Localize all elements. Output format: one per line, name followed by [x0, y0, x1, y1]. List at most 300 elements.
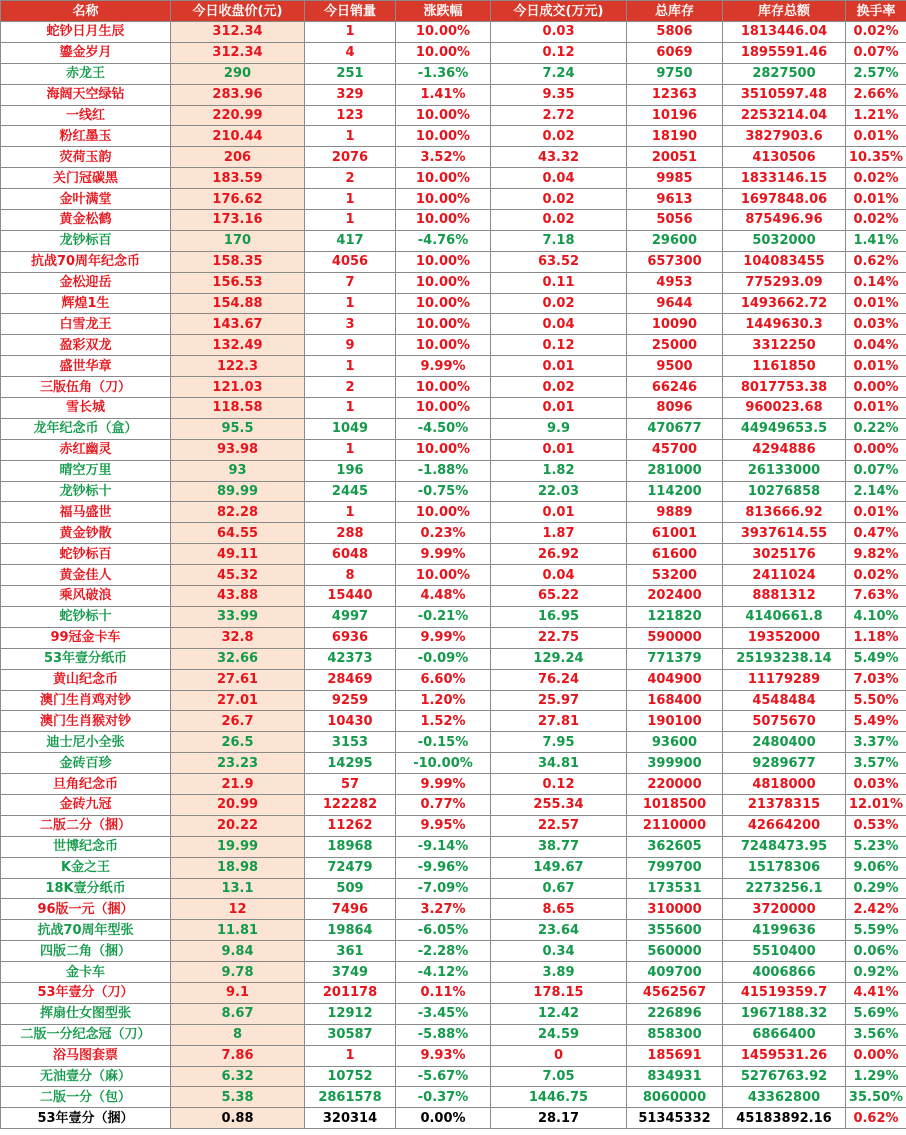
cell-volume: 28469	[305, 669, 396, 690]
table-row	[1, 168, 906, 189]
cell-name: 关门冠碳黑	[1, 168, 171, 189]
cell-stock-value: 3025176	[723, 544, 846, 565]
cell-change: 1.52%	[396, 711, 491, 732]
cell-close-price: 118.58	[171, 398, 305, 419]
cell-name: 金叶满堂	[1, 189, 171, 210]
cell-turnover: 0.02	[491, 126, 627, 147]
cell-name: 金卡车	[1, 962, 171, 983]
cell-stock-value: 8017753.38	[723, 377, 846, 398]
table-row	[1, 1087, 906, 1108]
cell-close-price: 49.11	[171, 544, 305, 565]
cell-turnover: 255.34	[491, 794, 627, 815]
table-row	[1, 794, 906, 815]
cell-turnover: 0.03	[491, 22, 627, 43]
cell-stock: 799700	[627, 857, 723, 878]
cell-turnover-rate: 0.06%	[846, 941, 906, 962]
cell-volume: 123	[305, 105, 396, 126]
cell-close-price: 95.5	[171, 418, 305, 439]
cell-name: 浴马图套票	[1, 1045, 171, 1066]
cell-volume: 3	[305, 314, 396, 335]
cell-close-price: 32.66	[171, 648, 305, 669]
cell-volume: 1	[305, 356, 396, 377]
table-row	[1, 523, 906, 544]
cell-stock: 355600	[627, 920, 723, 941]
cell-stock-value: 42664200	[723, 815, 846, 836]
cell-turnover: 43.32	[491, 147, 627, 168]
cell-change: 10.00%	[396, 251, 491, 272]
table-row	[1, 669, 906, 690]
cell-name: 辉煌1生	[1, 293, 171, 314]
table-row	[1, 586, 906, 607]
table-row	[1, 1066, 906, 1087]
cell-volume: 1	[305, 126, 396, 147]
table-row	[1, 920, 906, 941]
cell-stock: 310000	[627, 899, 723, 920]
cell-change: -1.36%	[396, 63, 491, 84]
cell-change: 10.00%	[396, 189, 491, 210]
cell-change: 10.00%	[396, 42, 491, 63]
cell-close-price: 27.61	[171, 669, 305, 690]
cell-change: 9.99%	[396, 774, 491, 795]
cell-name: 黄金佳人	[1, 565, 171, 586]
cell-turnover-rate: 0.22%	[846, 418, 906, 439]
cell-stock: 185691	[627, 1045, 723, 1066]
table-row	[1, 377, 906, 398]
cell-stock-value: 3827903.6	[723, 126, 846, 147]
cell-change: 3.52%	[396, 147, 491, 168]
cell-turnover-rate: 0.02%	[846, 22, 906, 43]
cell-stock-value: 45183892.16	[723, 1108, 846, 1129]
cell-stock-value: 2827500	[723, 63, 846, 84]
cell-stock: 657300	[627, 251, 723, 272]
cell-name: 旦角纪念币	[1, 774, 171, 795]
header-turnover-rate: 换手率	[846, 1, 906, 22]
cell-close-price: 45.32	[171, 565, 305, 586]
cell-name: 金砖九冠	[1, 794, 171, 815]
cell-turnover: 0.12	[491, 774, 627, 795]
cell-close-price: 122.3	[171, 356, 305, 377]
table-row	[1, 230, 906, 251]
table-body	[1, 22, 906, 1129]
cell-volume: 1049	[305, 418, 396, 439]
cell-name: 荧荷玉韵	[1, 147, 171, 168]
cell-turnover-rate: 0.01%	[846, 356, 906, 377]
cell-close-price: 19.99	[171, 836, 305, 857]
cell-name: 龙年纪念币（盒）	[1, 418, 171, 439]
table-row	[1, 962, 906, 983]
cell-close-price: 32.8	[171, 627, 305, 648]
cell-volume: 251	[305, 63, 396, 84]
cell-name: 澳门生肖鸡对钞	[1, 690, 171, 711]
cell-change: -6.05%	[396, 920, 491, 941]
cell-turnover-rate: 0.04%	[846, 335, 906, 356]
cell-close-price: 27.01	[171, 690, 305, 711]
cell-stock: 5056	[627, 210, 723, 231]
cell-volume: 10752	[305, 1066, 396, 1087]
cell-stock-value: 2411024	[723, 565, 846, 586]
cell-volume: 7496	[305, 899, 396, 920]
table-row	[1, 418, 906, 439]
cell-turnover-rate: 0.07%	[846, 42, 906, 63]
cell-turnover: 129.24	[491, 648, 627, 669]
cell-close-price: 18.98	[171, 857, 305, 878]
cell-volume: 1	[305, 1045, 396, 1066]
cell-stock: 470677	[627, 418, 723, 439]
cell-close-price: 26.5	[171, 732, 305, 753]
cell-change: -4.76%	[396, 230, 491, 251]
table-row	[1, 22, 906, 43]
cell-volume: 4997	[305, 606, 396, 627]
cell-turnover: 0.12	[491, 42, 627, 63]
cell-turnover: 0.01	[491, 439, 627, 460]
cell-volume: 1	[305, 22, 396, 43]
cell-stock: 5806	[627, 22, 723, 43]
cell-close-price: 173.16	[171, 210, 305, 231]
cell-volume: 288	[305, 523, 396, 544]
cell-turnover: 0	[491, 1045, 627, 1066]
cell-close-price: 312.34	[171, 22, 305, 43]
cell-volume: 1	[305, 210, 396, 231]
cell-stock: 9644	[627, 293, 723, 314]
cell-name: 世博纪念币	[1, 836, 171, 857]
cell-volume: 2	[305, 168, 396, 189]
cell-change: 10.00%	[396, 377, 491, 398]
cell-stock-value: 1833146.15	[723, 168, 846, 189]
cell-name: 一线红	[1, 105, 171, 126]
cell-volume: 1	[305, 293, 396, 314]
cell-change: -9.96%	[396, 857, 491, 878]
cell-name: 黄金松鹤	[1, 210, 171, 231]
cell-stock: 25000	[627, 335, 723, 356]
cell-turnover: 0.04	[491, 168, 627, 189]
cell-name: 雪长城	[1, 398, 171, 419]
cell-stock-value: 775293.09	[723, 272, 846, 293]
cell-volume: 1	[305, 439, 396, 460]
cell-turnover-rate: 3.37%	[846, 732, 906, 753]
cell-change: -2.28%	[396, 941, 491, 962]
cell-volume: 15440	[305, 586, 396, 607]
cell-volume: 18968	[305, 836, 396, 857]
cell-turnover-rate: 0.03%	[846, 314, 906, 335]
cell-stock: 220000	[627, 774, 723, 795]
cell-turnover: 9.35	[491, 84, 627, 105]
cell-turnover-rate: 0.62%	[846, 1108, 906, 1129]
cell-name: 抗战70周年型张	[1, 920, 171, 941]
table-row	[1, 753, 906, 774]
cell-turnover: 1446.75	[491, 1087, 627, 1108]
cell-turnover: 0.01	[491, 502, 627, 523]
cell-change: 10.00%	[396, 22, 491, 43]
cell-stock-value: 11179289	[723, 669, 846, 690]
cell-close-price: 13.1	[171, 878, 305, 899]
cell-name: 96版一元（捆）	[1, 899, 171, 920]
cell-stock: 771379	[627, 648, 723, 669]
cell-stock-value: 21378315	[723, 794, 846, 815]
cell-stock-value: 25193238.14	[723, 648, 846, 669]
cell-volume: 2861578	[305, 1087, 396, 1108]
cell-volume: 7	[305, 272, 396, 293]
cell-change: -1.88%	[396, 460, 491, 481]
cell-name: 迪士尼小全张	[1, 732, 171, 753]
cell-turnover-rate: 0.02%	[846, 168, 906, 189]
cell-stock-value: 5075670	[723, 711, 846, 732]
cell-turnover-rate: 0.00%	[846, 377, 906, 398]
cell-turnover: 0.02	[491, 293, 627, 314]
cell-turnover-rate: 12.01%	[846, 794, 906, 815]
cell-stock-value: 41519359.7	[723, 982, 846, 1003]
cell-volume: 19864	[305, 920, 396, 941]
cell-volume: 57	[305, 774, 396, 795]
cell-turnover: 27.81	[491, 711, 627, 732]
cell-change: -5.67%	[396, 1066, 491, 1087]
table-row	[1, 42, 906, 63]
cell-stock-value: 4199636	[723, 920, 846, 941]
cell-stock: 399900	[627, 753, 723, 774]
cell-volume: 3749	[305, 962, 396, 983]
cell-volume: 10430	[305, 711, 396, 732]
cell-turnover-rate: 0.02%	[846, 565, 906, 586]
cell-stock-value: 4140661.8	[723, 606, 846, 627]
cell-turnover-rate: 35.50%	[846, 1087, 906, 1108]
cell-turnover: 0.02	[491, 210, 627, 231]
cell-turnover: 2.72	[491, 105, 627, 126]
cell-stock: 2110000	[627, 815, 723, 836]
cell-stock-value: 960023.68	[723, 398, 846, 419]
cell-close-price: 26.7	[171, 711, 305, 732]
cell-name: 金松迎岳	[1, 272, 171, 293]
cell-stock-value: 1697848.06	[723, 189, 846, 210]
cell-stock-value: 4130506	[723, 147, 846, 168]
cell-turnover-rate: 5.49%	[846, 648, 906, 669]
cell-name: 二版一分纪念冠（刀）	[1, 1024, 171, 1045]
cell-name: 四版二角（捆）	[1, 941, 171, 962]
cell-stock-value: 1813446.04	[723, 22, 846, 43]
table-row	[1, 648, 906, 669]
cell-name: 黄山纪念币	[1, 669, 171, 690]
cell-turnover-rate: 1.18%	[846, 627, 906, 648]
cell-name: 赤红幽灵	[1, 439, 171, 460]
table-row	[1, 544, 906, 565]
cell-name: 海阔天空绿钻	[1, 84, 171, 105]
table-row	[1, 982, 906, 1003]
cell-stock: 9985	[627, 168, 723, 189]
cell-turnover: 1.87	[491, 523, 627, 544]
table-row	[1, 63, 906, 84]
cell-turnover-rate: 3.57%	[846, 753, 906, 774]
cell-stock: 8096	[627, 398, 723, 419]
cell-close-price: 143.67	[171, 314, 305, 335]
cell-volume: 196	[305, 460, 396, 481]
cell-volume: 3153	[305, 732, 396, 753]
header-close-price: 今日收盘价(元)	[171, 1, 305, 22]
cell-stock-value: 3937614.55	[723, 523, 846, 544]
cell-turnover-rate: 0.47%	[846, 523, 906, 544]
cell-name: 澳门生肖猴对钞	[1, 711, 171, 732]
cell-stock-value: 10276858	[723, 481, 846, 502]
cell-stock: 4562567	[627, 982, 723, 1003]
cell-turnover: 178.15	[491, 982, 627, 1003]
table-row	[1, 502, 906, 523]
cell-turnover: 0.04	[491, 565, 627, 586]
cell-stock-value: 1493662.72	[723, 293, 846, 314]
cell-stock: 4953	[627, 272, 723, 293]
table-row	[1, 439, 906, 460]
cell-turnover-rate: 2.66%	[846, 84, 906, 105]
cell-turnover: 12.42	[491, 1003, 627, 1024]
table-row	[1, 878, 906, 899]
table-row	[1, 1024, 906, 1045]
cell-stock: 12363	[627, 84, 723, 105]
cell-change: 0.23%	[396, 523, 491, 544]
cell-turnover-rate: 5.69%	[846, 1003, 906, 1024]
cell-turnover-rate: 0.01%	[846, 502, 906, 523]
table-row	[1, 335, 906, 356]
cell-close-price: 6.32	[171, 1066, 305, 1087]
table-header-row	[1, 1, 906, 22]
cell-change: -0.09%	[396, 648, 491, 669]
cell-stock: 45700	[627, 439, 723, 460]
cell-close-price: 158.35	[171, 251, 305, 272]
cell-stock-value: 44949653.5	[723, 418, 846, 439]
cell-volume: 12912	[305, 1003, 396, 1024]
cell-stock-value: 2480400	[723, 732, 846, 753]
table-row	[1, 272, 906, 293]
cell-stock: 10196	[627, 105, 723, 126]
cell-change: 10.00%	[396, 105, 491, 126]
cell-close-price: 21.9	[171, 774, 305, 795]
cell-close-price: 154.88	[171, 293, 305, 314]
cell-stock-value: 4548484	[723, 690, 846, 711]
cell-stock-value: 104083455	[723, 251, 846, 272]
cell-stock-value: 3510597.48	[723, 84, 846, 105]
cell-close-price: 132.49	[171, 335, 305, 356]
table-row	[1, 732, 906, 753]
cell-turnover-rate: 5.49%	[846, 711, 906, 732]
cell-turnover-rate: 2.14%	[846, 481, 906, 502]
cell-volume: 14295	[305, 753, 396, 774]
cell-name: 盛世华章	[1, 356, 171, 377]
cell-turnover: 65.22	[491, 586, 627, 607]
cell-stock: 53200	[627, 565, 723, 586]
table-row	[1, 84, 906, 105]
cell-close-price: 20.99	[171, 794, 305, 815]
cell-turnover: 26.92	[491, 544, 627, 565]
header-turnover: 今日成交(万元)	[491, 1, 627, 22]
cell-close-price: 290	[171, 63, 305, 84]
cell-close-price: 20.22	[171, 815, 305, 836]
cell-stock: 18190	[627, 126, 723, 147]
cell-volume: 1	[305, 398, 396, 419]
cell-stock: 1018500	[627, 794, 723, 815]
table-row	[1, 293, 906, 314]
cell-volume: 2445	[305, 481, 396, 502]
cell-name: 二版一分（包）	[1, 1087, 171, 1108]
cell-name: 二版二分（捆）	[1, 815, 171, 836]
cell-volume: 417	[305, 230, 396, 251]
header-name: 名称	[1, 1, 171, 22]
cell-turnover: 0.34	[491, 941, 627, 962]
cell-turnover: 25.97	[491, 690, 627, 711]
cell-turnover: 1.82	[491, 460, 627, 481]
cell-change: 10.00%	[396, 398, 491, 419]
header-volume: 今日销量	[305, 1, 396, 22]
cell-stock-value: 3720000	[723, 899, 846, 920]
cell-volume: 2	[305, 377, 396, 398]
cell-turnover: 0.01	[491, 356, 627, 377]
cell-turnover-rate: 0.01%	[846, 398, 906, 419]
cell-close-price: 183.59	[171, 168, 305, 189]
cell-turnover-rate: 0.29%	[846, 878, 906, 899]
cell-close-price: 312.34	[171, 42, 305, 63]
cell-stock-value: 4818000	[723, 774, 846, 795]
cell-name: 龙钞标百	[1, 230, 171, 251]
cell-turnover-rate: 0.62%	[846, 251, 906, 272]
header-change: 涨跌幅	[396, 1, 491, 22]
cell-turnover-rate: 5.59%	[846, 920, 906, 941]
cell-stock-value: 2273256.1	[723, 878, 846, 899]
cell-name: 蛇钞日月生辰	[1, 22, 171, 43]
table-row	[1, 105, 906, 126]
cell-close-price: 8	[171, 1024, 305, 1045]
cell-change: 1.20%	[396, 690, 491, 711]
cell-stock: 834931	[627, 1066, 723, 1087]
cell-volume: 72479	[305, 857, 396, 878]
cell-stock: 858300	[627, 1024, 723, 1045]
cell-change: 0.00%	[396, 1108, 491, 1129]
cell-change: 4.48%	[396, 586, 491, 607]
cell-turnover: 63.52	[491, 251, 627, 272]
cell-stock: 51345332	[627, 1108, 723, 1129]
cell-stock-value: 1161850	[723, 356, 846, 377]
cell-change: 10.00%	[396, 168, 491, 189]
cell-change: 1.41%	[396, 84, 491, 105]
cell-stock: 9613	[627, 189, 723, 210]
cell-turnover: 9.9	[491, 418, 627, 439]
cell-turnover-rate: 0.01%	[846, 189, 906, 210]
cell-turnover: 0.02	[491, 189, 627, 210]
cell-stock: 202400	[627, 586, 723, 607]
table-row	[1, 899, 906, 920]
cell-stock: 9500	[627, 356, 723, 377]
cell-stock-value: 6866400	[723, 1024, 846, 1045]
table-row	[1, 627, 906, 648]
cell-change: 9.99%	[396, 544, 491, 565]
cell-stock-value: 8881312	[723, 586, 846, 607]
table-row	[1, 314, 906, 335]
header-stock: 总库存	[627, 1, 723, 22]
cell-change: -0.37%	[396, 1087, 491, 1108]
cell-turnover: 23.64	[491, 920, 627, 941]
cell-name: 蛇钞标百	[1, 544, 171, 565]
cell-change: 0.11%	[396, 982, 491, 1003]
cell-name: 龙钞标十	[1, 481, 171, 502]
cell-turnover: 22.75	[491, 627, 627, 648]
table-row	[1, 606, 906, 627]
cell-change: -0.75%	[396, 481, 491, 502]
cell-stock: 121820	[627, 606, 723, 627]
cell-name: 99冠金卡车	[1, 627, 171, 648]
table-row	[1, 189, 906, 210]
cell-close-price: 8.67	[171, 1003, 305, 1024]
table-row	[1, 147, 906, 168]
cell-stock-value: 875496.96	[723, 210, 846, 231]
cell-change: -4.12%	[396, 962, 491, 983]
cell-close-price: 93	[171, 460, 305, 481]
cell-close-price: 9.84	[171, 941, 305, 962]
cell-stock: 409700	[627, 962, 723, 983]
cell-stock: 173531	[627, 878, 723, 899]
cell-turnover-rate: 0.01%	[846, 293, 906, 314]
